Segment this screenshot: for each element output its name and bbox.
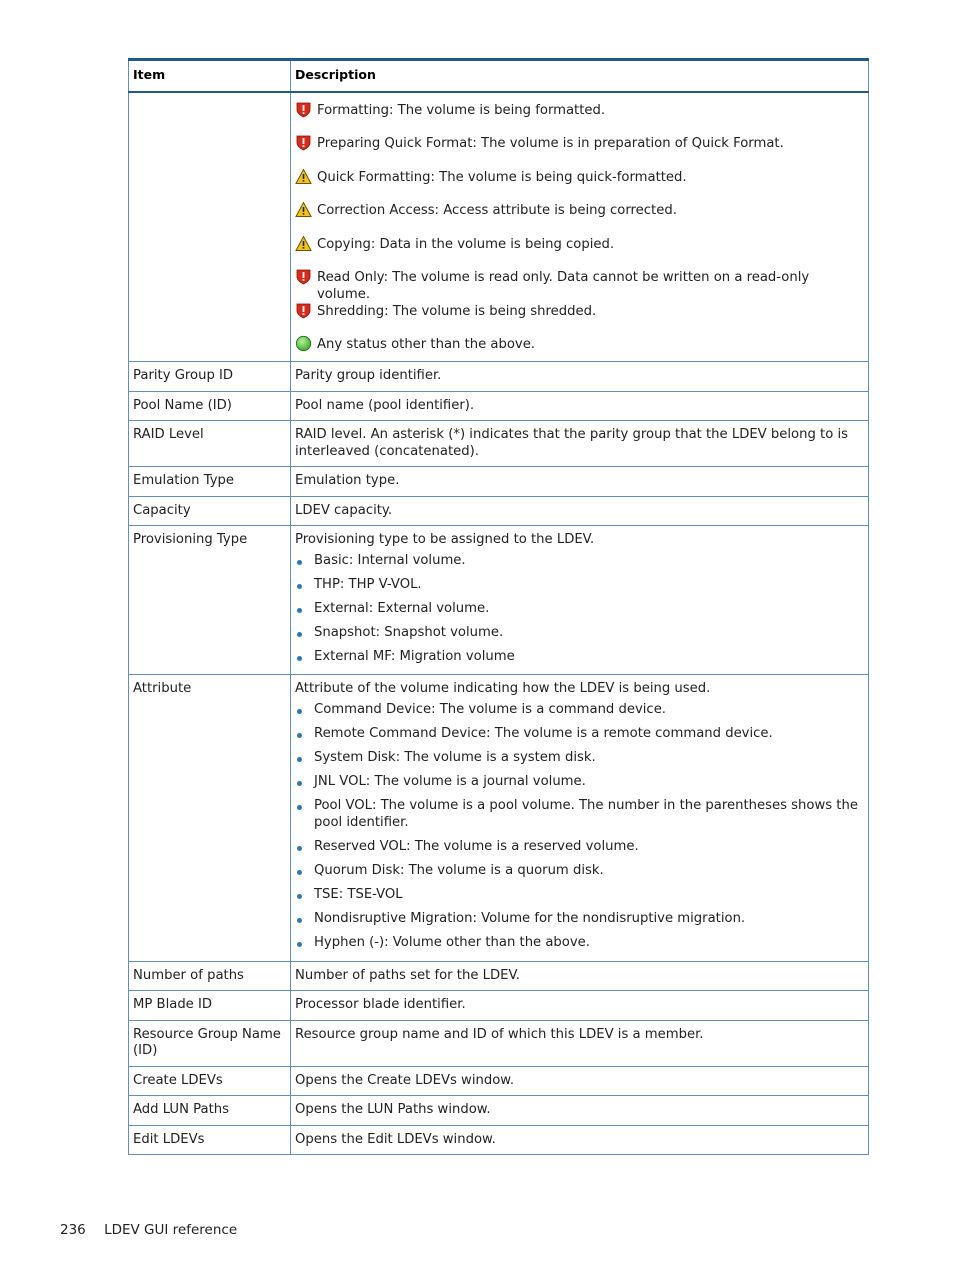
bullet-dot-icon — [297, 656, 302, 661]
bullet-dot-icon — [297, 560, 302, 565]
status-list-item — [295, 170, 864, 204]
table-row — [129, 1125, 869, 1155]
warning-triangle-icon — [295, 168, 312, 185]
bullet-item — [295, 702, 864, 719]
status-text: Quick Formatting: The volume is being quick-formatted. — [317, 169, 687, 185]
error-shield-icon — [295, 268, 312, 285]
bullet-item — [295, 577, 864, 594]
table-row — [129, 496, 869, 526]
item-cell: Add LUN Paths — [129, 1096, 291, 1126]
bullet-dot-icon — [297, 584, 302, 589]
error-shield-icon — [295, 302, 312, 319]
bullet-text: Quorum Disk: The volume is a quorum disk. — [314, 862, 604, 878]
bullet-text: Remote Command Device: The volume is a remote command device. — [314, 725, 773, 741]
description-text: RAID level. An asterisk (*) indicates that the parity group that the LDEV belong to is interleaved (concatenated). — [295, 427, 848, 459]
bullet-dot-icon — [297, 733, 302, 738]
bullet-text: JNL VOL: The volume is a journal volume. — [314, 774, 586, 790]
status-item-cell — [129, 92, 291, 362]
bullet-dot-icon — [297, 781, 302, 786]
bullet-text: Nondisruptive Migration: Volume for the nondisruptive migration. — [314, 911, 746, 927]
status-row — [129, 92, 869, 362]
table-row — [129, 421, 869, 467]
status-description-cell — [291, 92, 869, 362]
bullet-dot-icon — [297, 805, 302, 810]
status-list-item — [295, 270, 864, 304]
table-row — [129, 391, 869, 421]
item-cell: Emulation Type — [129, 467, 291, 497]
status-list-item — [295, 203, 864, 237]
bullet-text: Pool VOL: The volume is a pool volume. The number in the parentheses shows the pool identifier. — [314, 798, 858, 830]
bullet-item — [295, 798, 864, 831]
bullet-text: Hyphen (-): Volume other than the above. — [314, 935, 590, 951]
bullet-item — [295, 750, 864, 767]
table-row — [129, 991, 869, 1021]
item-cell: Attribute — [129, 675, 291, 961]
description-cell — [291, 675, 869, 961]
bullet-text: Command Device: The volume is a command device. — [314, 701, 666, 717]
status-text: Correction Access: Access attribute is being corrected. — [317, 203, 677, 218]
bullet-list — [295, 702, 864, 952]
warning-triangle-icon — [295, 235, 312, 252]
bullet-item — [295, 649, 864, 666]
error-shield-icon — [295, 101, 312, 118]
description-cell — [291, 1096, 869, 1126]
item-cell: RAID Level — [129, 421, 291, 467]
header-description: Description — [291, 60, 869, 92]
description-text: Number of paths set for the LDEV. — [295, 967, 520, 983]
section-title: LDEV GUI reference — [104, 1222, 238, 1238]
description-cell — [291, 526, 869, 675]
bullet-text: System Disk: The volume is a system disk. — [314, 750, 596, 766]
bullet-text: Reserved VOL: The volume is a reserved volume. — [314, 838, 639, 854]
item-cell: Edit LDEVs — [129, 1125, 291, 1155]
bullet-dot-icon — [297, 870, 302, 875]
warning-triangle-icon — [295, 201, 312, 218]
description-text: Provisioning type to be assigned to the LDEV. — [295, 532, 595, 547]
bullet-text: THP: THP V-VOL. — [314, 576, 422, 592]
bullet-text: External MF: Migration volume — [314, 648, 515, 664]
description-cell — [291, 991, 869, 1021]
page-footer — [60, 1222, 237, 1238]
item-cell: Pool Name (ID) — [129, 391, 291, 421]
status-text: Any status other than the above. — [317, 337, 536, 352]
status-list-item — [295, 103, 864, 137]
bullet-list — [295, 553, 864, 666]
description-text: Emulation type. — [295, 473, 400, 488]
table-row — [129, 675, 869, 961]
bullet-text: Basic: Internal volume. — [314, 552, 466, 568]
table-row — [129, 467, 869, 497]
description-cell — [291, 1125, 869, 1155]
table-row — [129, 961, 869, 991]
status-list-item — [295, 237, 864, 271]
bullet-item — [295, 553, 864, 570]
bullet-dot-icon — [297, 709, 302, 714]
bullet-item — [295, 863, 864, 880]
item-cell: Provisioning Type — [129, 526, 291, 675]
table-header-row — [129, 60, 869, 92]
description-text: LDEV capacity. — [295, 502, 393, 518]
bullet-dot-icon — [297, 942, 302, 947]
item-cell: Capacity — [129, 496, 291, 526]
description-cell — [291, 391, 869, 421]
status-text: Formatting: The volume is being formatted. — [317, 102, 606, 118]
description-text: Processor blade identifier. — [295, 997, 466, 1013]
status-text: Copying: Data in the volume is being copied. — [317, 236, 615, 252]
description-text: Parity group identifier. — [295, 368, 442, 383]
bullet-dot-icon — [297, 608, 302, 613]
table-row — [129, 526, 869, 675]
description-text: Pool name (pool identifier). — [295, 397, 475, 413]
item-cell: Parity Group ID — [129, 362, 291, 392]
status-list-item — [295, 304, 864, 338]
description-text: Opens the LUN Paths window. — [295, 1102, 491, 1118]
table-row — [129, 1066, 869, 1096]
description-cell — [291, 362, 869, 392]
bullet-dot-icon — [297, 846, 302, 851]
description-text: Opens the Edit LDEVs window. — [295, 1131, 496, 1147]
status-text: Read Only: The volume is read only. Data cannot be written on a read-only volume. — [317, 270, 810, 302]
table-row — [129, 1096, 869, 1126]
bullet-dot-icon — [297, 632, 302, 637]
status-text: Shredding: The volume is being shredded. — [317, 303, 597, 319]
bullet-item — [295, 726, 864, 743]
bullet-item — [295, 911, 864, 928]
item-cell: Number of paths — [129, 961, 291, 991]
bullet-item — [295, 839, 864, 856]
bullet-text: Snapshot: Snapshot volume. — [314, 624, 504, 640]
ldev-reference-table — [128, 58, 869, 1155]
description-text: Opens the Create LDEVs window. — [295, 1072, 515, 1088]
bullet-dot-icon — [297, 918, 302, 923]
bullet-text: External: External volume. — [314, 600, 490, 616]
description-cell — [291, 421, 869, 467]
description-text: Attribute of the volume indicating how the LDEV is being used. — [295, 681, 711, 697]
bullet-item — [295, 935, 864, 952]
bullet-item — [295, 887, 864, 904]
bullet-item — [295, 625, 864, 642]
bullet-item — [295, 774, 864, 791]
bullet-text: TSE: TSE-VOL — [314, 887, 403, 903]
item-cell: MP Blade ID — [129, 991, 291, 1021]
normal-green-icon — [295, 335, 312, 352]
status-text: Preparing Quick Format: The volume is in preparation of Quick Format. — [317, 136, 784, 151]
status-list-item — [295, 337, 864, 355]
description-cell — [291, 1066, 869, 1096]
status-icon-list — [295, 99, 864, 356]
description-cell — [291, 1020, 869, 1066]
bullet-dot-icon — [297, 894, 302, 899]
page-number: 236 — [60, 1222, 86, 1238]
description-cell — [291, 961, 869, 991]
bullet-item — [295, 601, 864, 618]
item-cell: Resource Group Name (ID) — [129, 1020, 291, 1066]
status-list-item — [295, 136, 864, 170]
table-row — [129, 362, 869, 392]
description-text: Resource group name and ID of which this LDEV is a member. — [295, 1026, 704, 1042]
header-item: Item — [129, 60, 291, 92]
description-cell — [291, 467, 869, 497]
bullet-dot-icon — [297, 757, 302, 762]
table-row — [129, 1020, 869, 1066]
description-cell — [291, 496, 869, 526]
error-shield-icon — [295, 134, 312, 151]
item-cell: Create LDEVs — [129, 1066, 291, 1096]
